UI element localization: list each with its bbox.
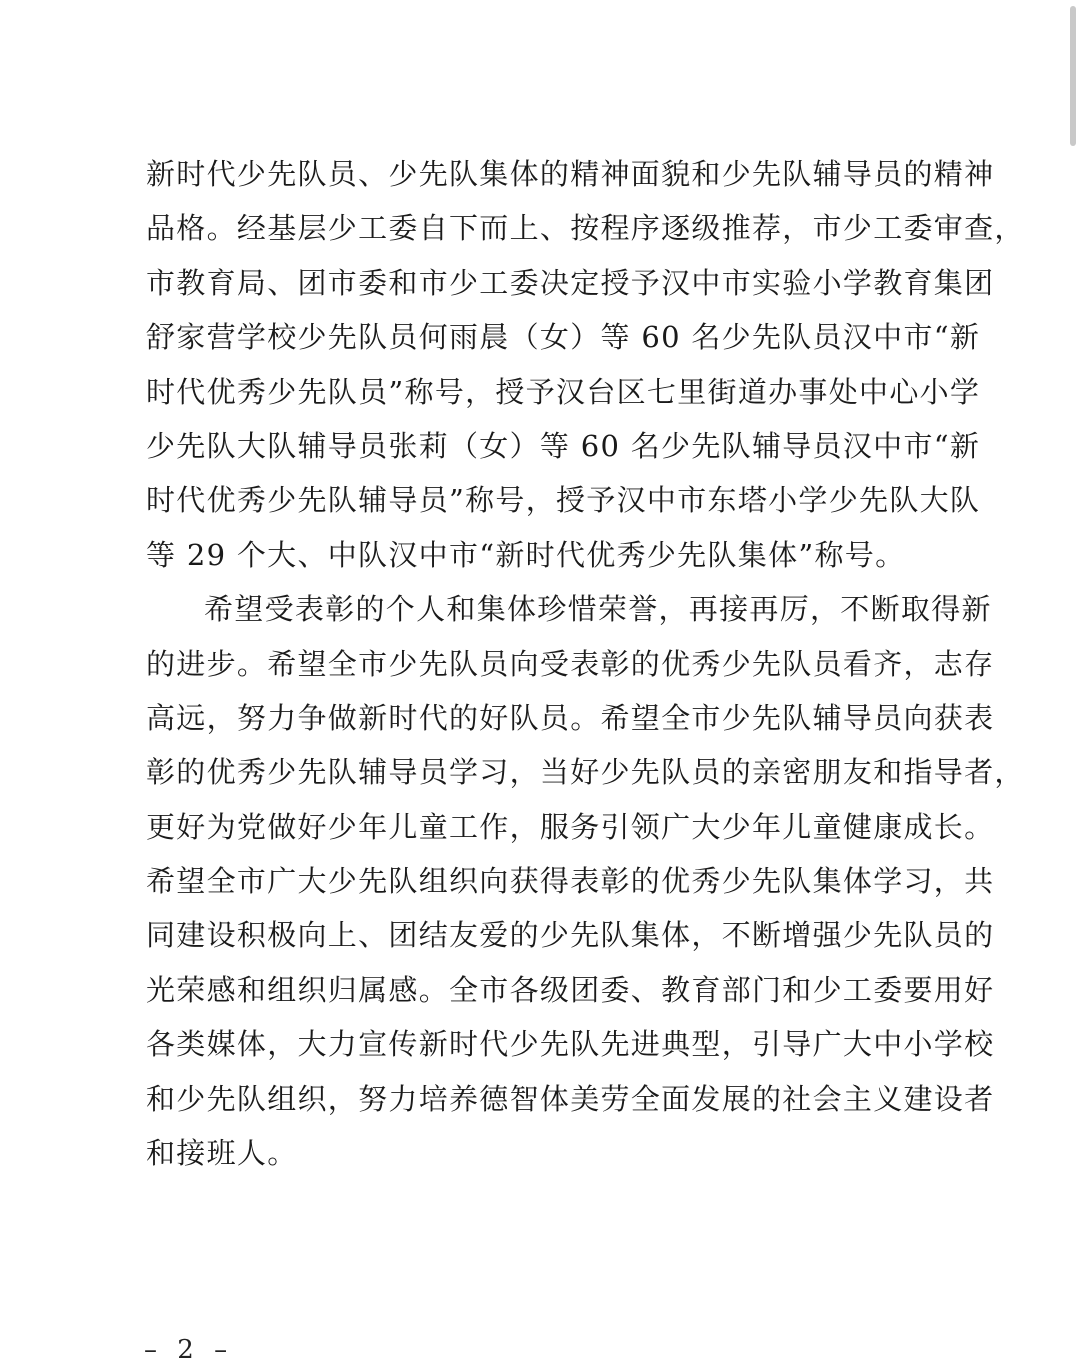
paragraph-1-line-1: 新时代少先队员、少先队集体的精神面貌和少先队辅导员的精神 (146, 157, 995, 191)
paragraph-1 (146, 150, 1025, 585)
vertical-scrollbar[interactable] (1066, 0, 1080, 1370)
paragraph-1-line-4: 舒家营学校少先队员何雨晨（女）等 60 名少先队员汉中市“新 (146, 320, 981, 355)
paragraph-1-line-8: 等 29 个大、中队汉中市“新时代优秀少先队集体”称号。 (146, 537, 906, 572)
paragraph-1-line-7: 时代优秀少先队辅导员”称号，授予汉中市东塔小学少先队大队 (146, 483, 981, 518)
paragraph-2-line-5: 更好为党做好少年儿童工作，服务引领广大少年儿童健康成长。 (146, 809, 995, 844)
paragraph-2-line-7: 同建设积极向上、团结友爱的少先队集体，不断增强少先队员的 (146, 918, 995, 953)
paragraph-2-line-2: 的进步。希望全市少先队员向受表彰的优秀少先队员看齐，志存 (146, 646, 995, 681)
paragraph-1-line-2: 品格。经基层少工委自下而上、按程序逐级推荐，市少工委审查， (146, 211, 1025, 246)
scrollbar-thumb[interactable] (1070, 6, 1076, 146)
paragraph-1-line-6: 少先队大队辅导员张莉（女）等 60 名少先队辅导员汉中市“新 (146, 428, 981, 463)
paragraph-2-line-1: 希望受表彰的个人和集体珍惜荣誉，再接再厉，不断取得新 (204, 592, 992, 627)
paragraph-1-line-3: 市教育局、团市委和市少工委决定授予汉中市实验小学教育集团 (146, 265, 995, 300)
paragraph-2-line-6: 希望全市广大少先队组织向获得表彰的优秀少先队集体学习，共 (146, 864, 995, 899)
paragraph-2-line-11: 和接班人。 (146, 1136, 298, 1171)
page-number: – 2 – (144, 1335, 234, 1365)
paragraph-2 (146, 585, 1025, 1183)
paragraph-2-line-3: 高远，努力争做新时代的好队员。希望全市少先队辅导员向获表 (146, 700, 995, 735)
paragraph-2-line-8: 光荣感和组织归属感。全市各级团委、教育部门和少工委要用好 (146, 972, 995, 1007)
paragraph-1-line-5: 时代优秀少先队员”称号，授予汉台区七里街道办事处中心小学 (146, 374, 981, 409)
paragraph-2-line-9: 各类媒体，大力宣传新时代少先队先进典型，引导广大中小学校 (146, 1027, 995, 1062)
document-body (146, 150, 1025, 1183)
paragraph-2-line-10: 和少先队组织，努力培养德智体美劳全面发展的社会主义建设者 (146, 1081, 995, 1116)
paragraph-2-line-4: 彰的优秀少先队辅导员学习，当好少先队员的亲密朋友和指导者， (146, 755, 1025, 790)
